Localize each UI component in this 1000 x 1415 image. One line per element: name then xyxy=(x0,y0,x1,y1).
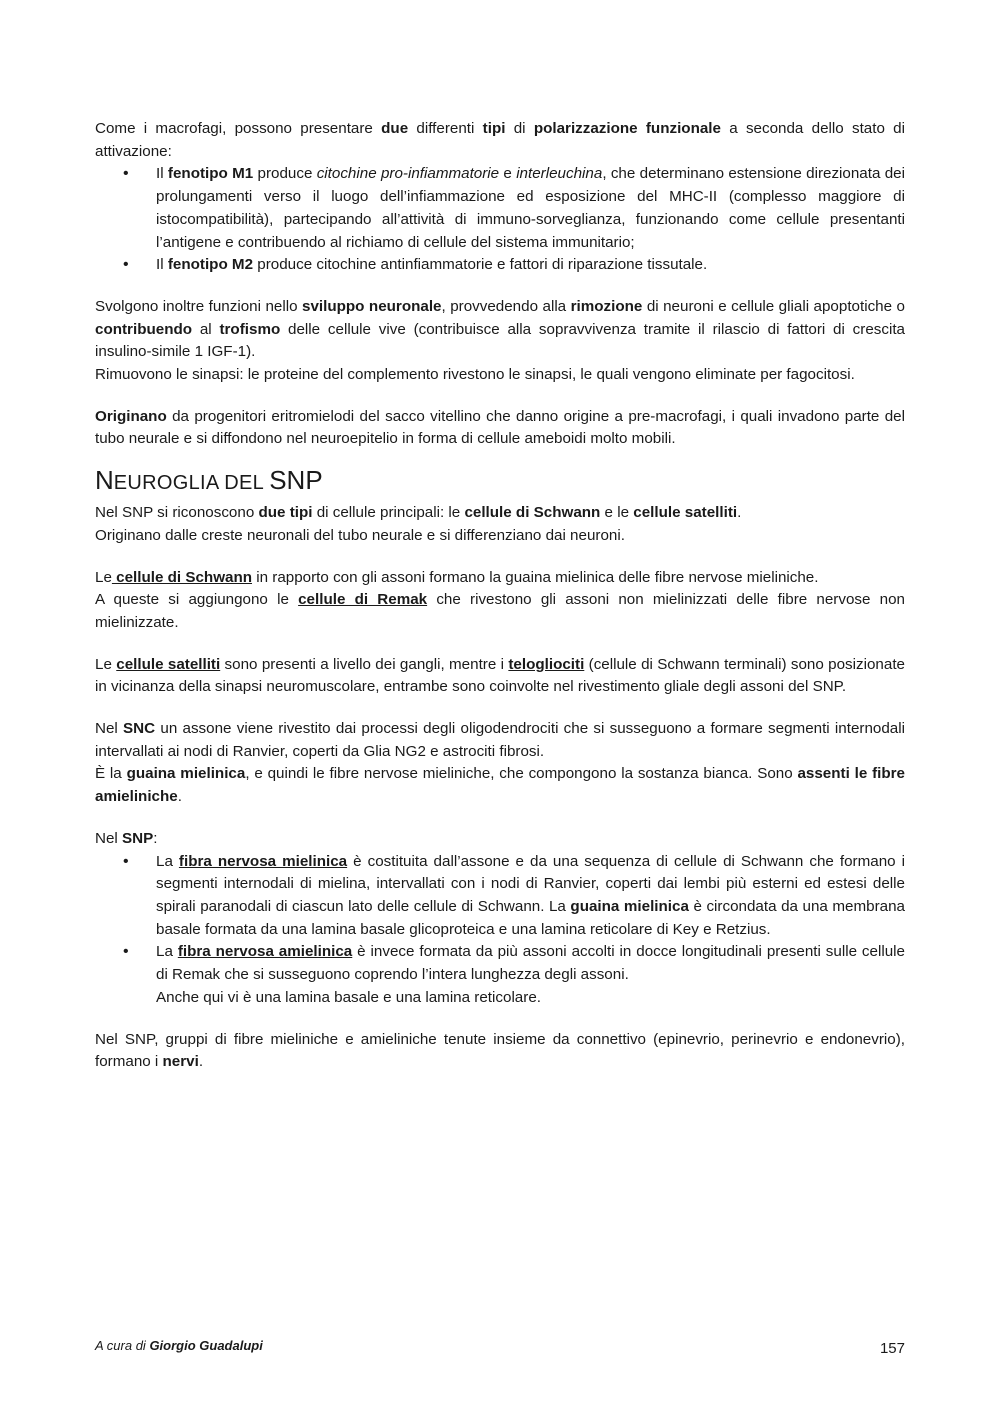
paragraph-origin xyxy=(95,406,905,451)
bold-underlined-text: cellule di Remak xyxy=(298,591,428,609)
text: in rapporto con gli assoni formano la guaina mielinica delle fibre nervose mieliniche. xyxy=(252,568,819,586)
bold-text: cellule satelliti xyxy=(633,504,738,522)
text: . xyxy=(737,504,742,522)
text: (cellule di Schwann terminali) sono posizionate in vicinanza della sinapsi neuromuscolare, entrambe sono coinvolte nel rivestimento gliale degli assoni del SNP. xyxy=(95,655,905,696)
text: differenti xyxy=(408,120,483,137)
footer-prefix: A cura di xyxy=(95,1338,150,1353)
heading-smallcaps: EUROGLIA DEL xyxy=(113,472,270,495)
bold-text: guaina mielinica xyxy=(126,765,246,783)
bold-text: sviluppo neuronale xyxy=(302,297,442,315)
paragraph-satellite xyxy=(95,654,905,699)
phenotype-list xyxy=(95,163,905,277)
spacer xyxy=(95,699,905,718)
spacer xyxy=(95,548,905,567)
text: è circondata da una membrana basale formata da una lamina basale glicoproteica e una lamina reticolare di Key e Retzius. xyxy=(156,897,905,938)
spacer xyxy=(95,809,905,828)
bold-underlined-text: telogliociti xyxy=(508,655,585,673)
text: è costituita dall’assone e da una sequenza di cellule di Schwann che formano i segmenti internodali di mielina, intervallati con i nodi di Ranvier, coperti dai lembi più esterni ed estesi delle spirali paranodali di ciascun lato delle cellule di Schwann. La xyxy=(156,852,905,915)
list-item xyxy=(156,163,905,254)
section-heading xyxy=(95,465,905,498)
text: delle cellule vive (contribuisce alla sopravvivenza tramite il rilascio di fattori di crescita insulino-simile 1 IGF-1). xyxy=(95,320,906,361)
paragraph-schwann xyxy=(95,567,905,590)
spacer xyxy=(95,277,905,296)
paragraph-functions xyxy=(95,296,905,364)
text: , che determinano estensione direzionata dei prolungamenti verso il luogo dell’infiammazione ed esposizione del MHC-II (complesso maggiore di istocompatibilità), partecipando all’attività di immuno-sorveglianza, funzionando come cellule presentanti l’antigene e contribuendo al richiamo di cellule del sistema immunitario; xyxy=(156,165,905,251)
text: Il xyxy=(156,256,168,274)
italic-text: citochine pro-infiammatorie xyxy=(316,165,500,183)
text: di neuroni e cellule gliali apoptotiche o xyxy=(642,297,905,315)
page-number: 157 xyxy=(879,1340,905,1357)
text: : xyxy=(153,829,158,847)
fiber-list xyxy=(95,851,905,1010)
bold-underlined-text: fibra nervosa amielinica xyxy=(177,943,353,961)
text: e le xyxy=(600,504,634,522)
bold-underlined-text: cellule di Schwann xyxy=(111,568,253,586)
bold-text: Originano xyxy=(95,407,167,425)
bold-text: trofismo xyxy=(219,320,281,338)
list-item xyxy=(156,941,905,1009)
text: Anche qui vi è una lamina basale e una lamina reticolare. xyxy=(156,988,541,1006)
text: , provvedendo alla xyxy=(441,297,571,315)
text: Svolgono inoltre funzioni nello xyxy=(95,297,303,315)
bold-text: due xyxy=(381,120,409,137)
bold-text: tipi xyxy=(482,120,506,137)
paragraph-snp-intro xyxy=(95,828,905,851)
bold-text: SNC xyxy=(123,720,156,738)
text: di cellule principali: le xyxy=(312,504,465,522)
text: La xyxy=(156,852,179,870)
bold-text: assenti le fibre amieliniche xyxy=(95,765,905,806)
footer-author-name: Giorgio Guadalupi xyxy=(149,1338,263,1353)
paragraph-remak xyxy=(95,589,905,634)
bold-text: contribuendo xyxy=(95,320,193,338)
bold-text: guaina mielinica xyxy=(570,897,689,915)
paragraph-nerves xyxy=(95,1029,905,1074)
text: da progenitori eritromielodi del sacco vitellino che danno origine a pre-macrofagi, i quali invadono parte del tubo neurale e si diffondono nel neuroepitelio in forma di cellule ameboidi molto mobili. xyxy=(95,407,905,448)
text: e xyxy=(499,165,517,183)
paragraph-snp-types xyxy=(95,502,905,525)
text: a seconda dello stato di attivazione: xyxy=(95,120,905,160)
text: . xyxy=(198,1053,204,1071)
text: Nel SNP, gruppi di fibre mieliniche e amieliniche tenute insieme da connettivo (epinevrio, perinevrio e endonevrio), formano i xyxy=(95,1030,905,1071)
heading-initial: N xyxy=(95,465,114,496)
text: A queste si aggiungono le xyxy=(95,591,299,609)
spacer xyxy=(95,1010,905,1029)
text: . xyxy=(177,788,182,806)
bold-text: polarizzazione funzionale xyxy=(533,120,721,137)
text: Nel xyxy=(95,720,124,738)
heading-acronym: SNP xyxy=(269,465,323,496)
text: È la xyxy=(95,765,127,783)
text: che rivestono gli assoni non mielinizzati delle fibre nervose non mielinizzate. xyxy=(95,591,905,631)
text: un assone viene rivestito dai processi degli oligodendrociti che si susseguono a formare segmenti internodali intervallati ai nodi di Ranvier, coperti da Glia NG2 e astrociti fibrosi. xyxy=(95,720,906,760)
text: Il xyxy=(156,165,168,183)
bold-text: fenotipo M2 xyxy=(167,256,254,274)
bold-text: SNP xyxy=(122,829,154,847)
text: è invece formata da più assoni accolti in docce longitudinali presenti sulle cellule di Remak che si susseguono coprendo l’intera lunghezza degli assoni. xyxy=(156,943,905,984)
text: Le xyxy=(95,568,112,586)
paragraph-snp-origin: Originano dalle creste neuronali del tubo neurale e si differenziano dai neuroni. xyxy=(95,526,625,544)
spacer xyxy=(95,387,905,406)
bold-text: nervi xyxy=(162,1053,199,1071)
bold-text: due tipi xyxy=(258,504,313,522)
text: Come i macrofagi, possono presentare xyxy=(95,120,382,137)
text: Nel xyxy=(95,829,123,847)
text: di xyxy=(505,120,534,137)
bold-text: cellule di Schwann xyxy=(464,504,601,522)
text: produce citochine antinfiammatorie e fattori di riparazione tissutale. xyxy=(253,256,708,274)
bold-text: rimozione xyxy=(570,297,643,315)
list-item xyxy=(156,254,905,277)
document-body xyxy=(95,118,905,1074)
spacer xyxy=(95,635,905,654)
text: produce xyxy=(253,165,317,183)
bold-underlined-text: cellule satelliti xyxy=(116,655,221,673)
text: , e quindi le fibre nervose mieliniche, che compongono la sostanza bianca. Sono xyxy=(245,765,798,783)
paragraph-polarization xyxy=(95,118,905,163)
text: Nel SNP si riconoscono xyxy=(95,504,259,522)
list-item xyxy=(156,851,905,942)
paragraph-synapses: Rimuovono le sinapsi: le proteine del complemento rivestono le sinapsi, le quali vengono eliminate per fagocitosi. xyxy=(95,366,855,384)
bold-text: fenotipo M1 xyxy=(167,165,254,183)
bold-underlined-text: fibra nervosa mielinica xyxy=(178,852,348,870)
text: Le xyxy=(95,655,117,673)
text: La xyxy=(156,943,178,961)
text: sono presenti a livello dei gangli, mentre i xyxy=(220,655,509,673)
italic-text: interleuchina xyxy=(516,165,603,183)
footer-author xyxy=(95,1338,263,1353)
paragraph-myelin xyxy=(95,763,905,808)
paragraph-snc xyxy=(95,718,905,763)
text: al xyxy=(192,320,220,338)
